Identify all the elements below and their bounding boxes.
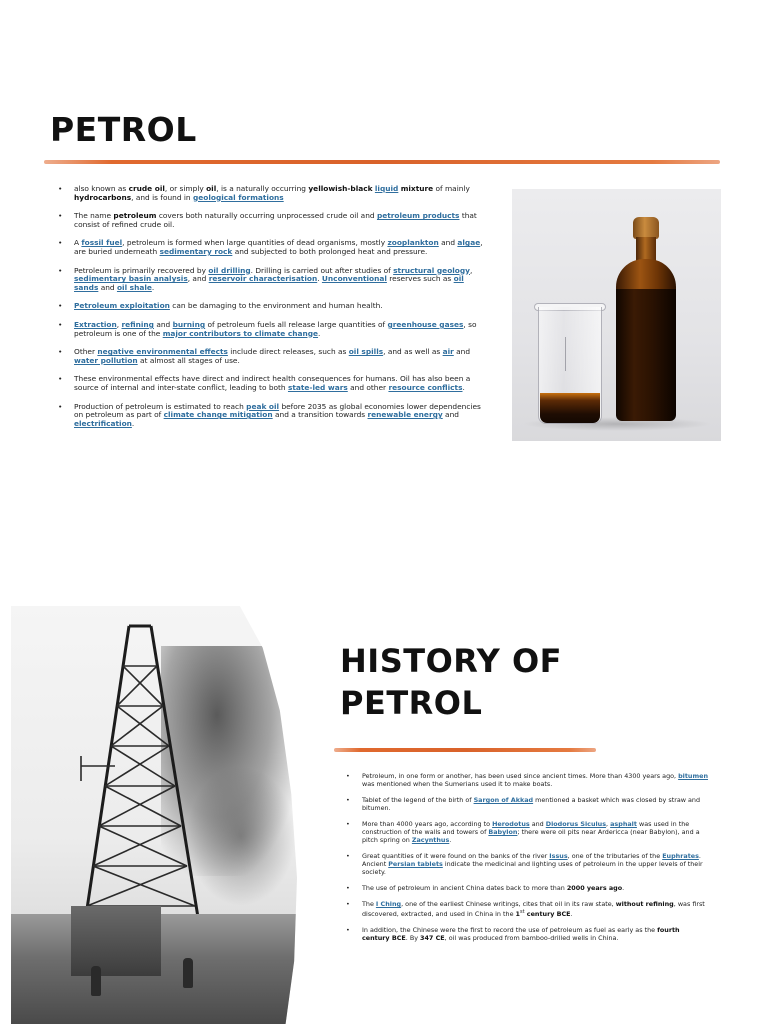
link[interactable]: oil spills — [348, 347, 384, 357]
body-text: . — [317, 274, 322, 284]
body-text: , — [606, 820, 611, 828]
bold-text: crude oil — [128, 184, 165, 193]
link[interactable]: resource conflicts — [388, 382, 463, 392]
link[interactable]: bitumen — [678, 772, 709, 780]
body-text: was mentioned when the Sumerians used it to make boats. — [362, 780, 553, 788]
bold-text: century BCE — [524, 910, 571, 919]
link[interactable]: Euphrates — [662, 852, 699, 860]
link[interactable]: Persian tablets — [388, 860, 443, 868]
body-text: The name — [74, 211, 114, 221]
body-text: , is a naturally occurring — [216, 184, 309, 193]
body-text: These environmental effects have direct and indirect health consequences for humans. Oil has also been a source of internal and inter-state conflict, leading to both — [74, 374, 471, 392]
body-text: reserves such as — [386, 274, 454, 284]
body-text: and subjected to both prolonged heat and pressure. — [232, 246, 428, 256]
oil-bottle-photo — [512, 189, 721, 441]
bold-text: fourth century BCE — [362, 926, 680, 943]
petrol-bullet-list — [58, 185, 490, 438]
derrick-base — [71, 906, 161, 976]
link[interactable]: Extraction — [74, 319, 117, 329]
body-text: covers both naturally occurring unprocessed crude oil and — [156, 211, 377, 221]
body-text: More than 4000 years ago, according to — [362, 820, 493, 828]
body-text: . Drilling is carried out after studies of — [250, 265, 394, 275]
body-text: include direct releases, such as — [227, 347, 349, 357]
link[interactable]: renewable energy — [367, 410, 443, 420]
link[interactable]: Diodorus Siculus — [545, 820, 607, 828]
body-text: Tablet of the legend of the birth of — [362, 796, 474, 804]
body-text: . — [131, 418, 135, 428]
link[interactable]: negative environmental effects — [97, 347, 228, 357]
bottle-icon — [616, 289, 676, 421]
worker-figure — [183, 958, 193, 988]
body-text: , are buried underneath — [74, 238, 483, 256]
bullet-item — [58, 375, 490, 392]
body-text: . By — [405, 934, 421, 943]
link[interactable]: oil drilling — [208, 265, 251, 275]
bold-text: 2000 years ago — [566, 884, 623, 892]
body-text: , and — [187, 274, 209, 284]
link[interactable]: water pollution — [74, 355, 138, 365]
slide-title-line1: HISTORY OF — [340, 642, 563, 680]
body-text: . — [570, 910, 573, 919]
title-underline — [334, 748, 596, 752]
body-text: The — [362, 900, 376, 908]
body-text: was used in the construction of the walls and towers of — [362, 820, 690, 836]
superscript-text: st — [519, 909, 525, 915]
bold-text: hydrocarbons — [74, 192, 132, 202]
slide-petrol — [0, 0, 768, 500]
link[interactable]: structural geology — [393, 265, 470, 275]
bullet-item — [58, 239, 490, 256]
link[interactable]: peak oil — [246, 401, 280, 411]
link[interactable]: climate change mitigation — [163, 410, 273, 420]
body-text: indicate the medicinal and lighting uses of petroleum in the upper levels of their society. — [362, 860, 703, 876]
body-text: and other — [347, 382, 389, 392]
link[interactable]: greenhouse gases — [387, 319, 464, 329]
body-text: Petroleum, in one form or another, has been used since ancient times. More than 4300 years ago, — [362, 772, 679, 780]
body-text: , — [470, 265, 473, 275]
link[interactable]: zooplankton — [387, 238, 439, 248]
body-text: and — [98, 282, 117, 292]
link[interactable]: sedimentary rock — [159, 246, 233, 256]
bullet-item — [58, 321, 490, 338]
beaker-icon — [538, 307, 602, 424]
link[interactable]: oil sands — [74, 274, 464, 292]
body-text: Great quantities of it were found on the banks of the river — [362, 852, 550, 860]
bold-text: 347 CE — [420, 934, 445, 943]
bold-text: petroleum — [113, 211, 157, 221]
link[interactable]: Unconventional — [321, 274, 387, 284]
body-text: Petroleum is primarily recovered by — [74, 265, 209, 275]
bullet-item — [58, 302, 490, 311]
bullet-item — [58, 212, 490, 229]
body-text: , oil was produced from bamboo-drilled wells in China. — [444, 934, 619, 943]
body-text: . — [151, 282, 155, 292]
link[interactable]: Herodotus — [492, 820, 530, 828]
body-text: , and as well as — [383, 347, 443, 357]
link[interactable]: oil shale — [116, 282, 152, 292]
link[interactable]: refining — [121, 319, 154, 329]
link[interactable]: reservoir characterisation — [208, 274, 318, 284]
bullet-item — [58, 348, 490, 365]
link[interactable]: I Ching — [375, 900, 402, 908]
link[interactable]: asphalt — [610, 820, 637, 828]
worker-figure — [91, 966, 101, 996]
history-bullet-list — [346, 772, 708, 950]
body-text: , was first discovered, extracted, and used in China in the — [362, 900, 705, 919]
body-text: before 2035 as global economies lower dependencies on petroleum as part of — [74, 401, 481, 420]
body-text: , one of the tributaries of the — [567, 852, 663, 860]
body-text: ; there were oil pits near Ardericca (near Babylon), and a pitch spring on — [362, 828, 700, 844]
bullet-item — [346, 900, 708, 918]
link[interactable]: Petroleum exploitation — [74, 301, 170, 311]
body-text: of mainly — [433, 184, 470, 193]
bullet-item — [346, 852, 708, 876]
body-text: Production of petroleum is estimated to reach — [74, 401, 247, 411]
body-text: . — [462, 382, 465, 392]
body-text: of petroleum fuels all release large quantities of — [205, 319, 388, 329]
body-text: at almost all stages of use. — [137, 355, 240, 365]
slide-title-line2: PETROL — [340, 684, 483, 722]
slide-title — [340, 640, 600, 724]
link[interactable]: air — [442, 347, 454, 357]
body-text: and — [153, 319, 173, 329]
body-text: also known as — [74, 184, 129, 193]
link[interactable]: sedimentary basin analysis — [74, 274, 188, 284]
body-text: Other — [74, 347, 98, 357]
title-underline — [44, 160, 720, 164]
bold-text: oil — [206, 184, 217, 193]
body-text: . — [449, 836, 452, 844]
link[interactable]: algae — [457, 238, 481, 248]
bullet-item — [58, 403, 490, 429]
body-text: and — [438, 238, 458, 248]
bullet-item — [58, 267, 490, 293]
oil-derrick-photo — [11, 606, 297, 1024]
body-text: and — [442, 410, 459, 420]
link[interactable]: Babylon — [488, 828, 518, 836]
body-text: that consist of refined crude oil. — [74, 211, 477, 229]
bold-text: 1 — [515, 910, 520, 919]
bold-text: mixture — [400, 184, 434, 193]
body-text: . Ancient — [362, 852, 701, 868]
body-text: The use of petroleum in ancient China dates back to more than — [362, 884, 567, 892]
bullet-item — [346, 772, 708, 788]
link[interactable]: major contributors to climate change — [162, 328, 319, 338]
bottle-shoulder — [616, 259, 676, 293]
beaker-graduation — [565, 337, 576, 371]
link[interactable]: state-led wars — [287, 382, 348, 392]
body-text: . — [318, 328, 321, 338]
body-text: and a transition towards — [272, 410, 368, 420]
body-text: A — [74, 238, 82, 248]
bullet-item — [58, 185, 490, 202]
beaker-oil — [540, 393, 600, 423]
bullet-item — [346, 820, 708, 844]
link[interactable]: fossil fuel — [81, 238, 123, 248]
body-text: , so petroleum is one of the — [74, 319, 477, 338]
link[interactable]: Sargon of Akkad — [473, 796, 534, 804]
bullet-item — [346, 884, 708, 892]
link[interactable]: liquid — [374, 184, 399, 193]
bullet-item — [346, 796, 708, 812]
slide-title: PETROL — [50, 110, 197, 149]
body-text: can be damaging to the environment and human health. — [169, 301, 383, 311]
body-text: . — [622, 884, 625, 892]
body-text: , one of the earliest Chinese writings, cites that oil in its raw state, — [401, 900, 616, 908]
bottle-stopper — [633, 217, 659, 239]
body-text: mentioned a basket which was closed by straw and bitumen. — [362, 796, 701, 812]
bullet-item — [346, 926, 708, 942]
body-text: and — [529, 820, 546, 828]
body-text: In addition, the Chinese were the first to record the use of petroleum as fuel as early as the — [362, 926, 658, 935]
body-text: , — [116, 319, 122, 329]
body-text: and — [453, 347, 471, 357]
body-text: , and is found in — [131, 192, 193, 202]
bold-text: without refining — [615, 900, 674, 908]
link[interactable]: burning — [172, 319, 206, 329]
body-text: , petroleum is formed when large quantities of dead organisms, mostly — [122, 238, 388, 248]
link[interactable]: Zacynthus — [411, 836, 450, 844]
bold-text: yellowish-black — [308, 184, 373, 193]
link[interactable]: geological formations — [192, 192, 284, 202]
link[interactable]: petroleum products — [376, 211, 460, 221]
link[interactable]: Issus — [549, 852, 568, 860]
body-text: , or simply — [164, 184, 207, 193]
link[interactable]: electrification — [74, 418, 132, 428]
